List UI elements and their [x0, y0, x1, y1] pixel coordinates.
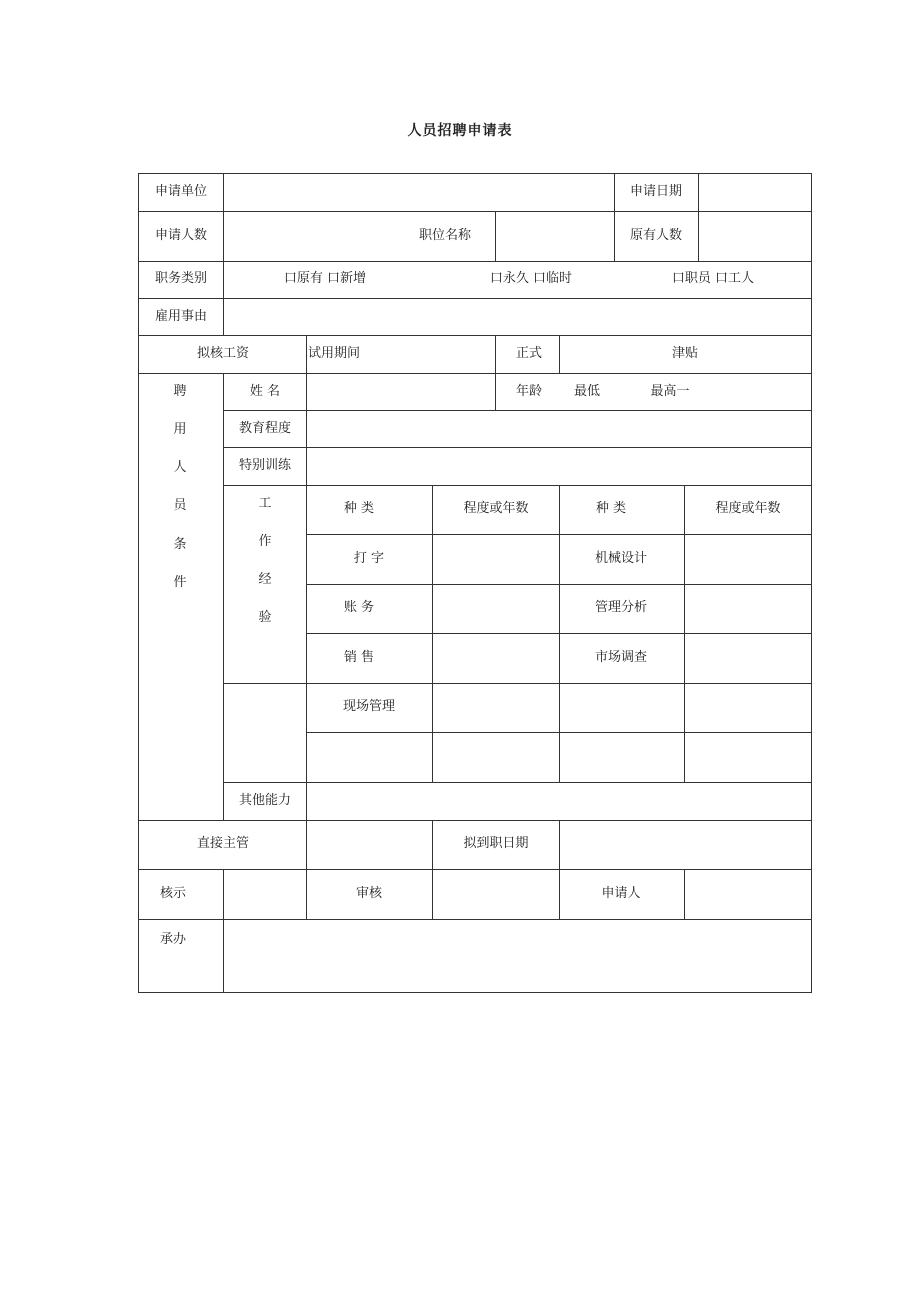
applicant-field[interactable] [685, 870, 810, 918]
special-training-label: 特别训练 [238, 458, 292, 473]
education-label: 教育程度 [238, 421, 292, 436]
checkbox-staff-worker[interactable]: 口职员 口工人 [671, 271, 755, 286]
position-name-field[interactable] [496, 212, 613, 260]
handler-label: 承办 [159, 932, 187, 947]
existing-count-label: 原有人数 [629, 228, 683, 243]
form-title: 人员招聘申请表 [407, 123, 513, 139]
side-label-char: 件 [173, 575, 187, 590]
applicant-label: 申请人 [601, 886, 641, 901]
exp-item-accounting: 账 务 [343, 600, 375, 615]
application-form-table [138, 173, 812, 993]
exp-item-sales: 销 售 [343, 650, 375, 665]
application-date-field[interactable] [699, 175, 809, 210]
work-side-char: 作 [258, 534, 272, 549]
direct-supervisor-field[interactable] [307, 821, 431, 868]
exp-item-market-research: 市场调查 [594, 650, 648, 665]
age-label: 年龄 [515, 384, 543, 399]
formal-label: 正式 [515, 346, 543, 361]
other-ability-label: 其他能力 [238, 793, 292, 808]
review-label: 审核 [355, 886, 383, 901]
work-side-char: 验 [258, 610, 272, 625]
side-label-char: 条 [173, 537, 187, 552]
age-max-label: 最高一 [650, 384, 690, 399]
other-ability-field[interactable] [307, 783, 810, 819]
checkbox-original-new[interactable]: 口原有 口新增 [283, 271, 367, 286]
exp-type-header: 种 类 [343, 501, 375, 516]
applicant-unit-label: 申请单位 [154, 184, 208, 199]
existing-count-field[interactable] [699, 212, 809, 260]
age-min-label: 最低 [573, 384, 601, 399]
approval-label: 核示 [159, 886, 187, 901]
checkbox-permanent-temporary[interactable]: 口永久 口临时 [489, 271, 573, 286]
exp-item-typing: 打 字 [353, 551, 385, 566]
exp-item-management-analysis: 管理分析 [594, 600, 648, 615]
exp-item-site-management: 现场管理 [342, 699, 396, 714]
side-label-char: 用 [173, 422, 187, 437]
job-category-label: 职务类别 [154, 271, 208, 286]
direct-supervisor-label: 直接主管 [196, 836, 250, 851]
side-label-char: 聘 [173, 384, 187, 399]
work-side-char: 经 [258, 572, 272, 587]
applicant-count-label: 申请人数 [154, 228, 208, 243]
exp-item-mechanical-design: 机械设计 [594, 551, 648, 566]
hiring-reason-field[interactable] [224, 299, 810, 334]
start-date-label: 拟到职日期 [463, 836, 529, 851]
trial-period-label: 试用期间 [308, 346, 361, 361]
start-date-field[interactable] [560, 821, 810, 868]
name-label: 姓 名 [249, 384, 281, 399]
exp-level-header: 程度或年数 [463, 501, 529, 516]
side-label-char: 员 [173, 498, 187, 513]
review-field[interactable] [433, 870, 558, 918]
side-label-char: 人 [173, 460, 187, 475]
handler-field[interactable] [224, 920, 810, 992]
work-side-char: 工 [258, 496, 272, 511]
hiring-reason-label: 雇用事由 [154, 309, 208, 324]
allowance-label: 津贴 [671, 346, 699, 361]
applicant-unit-field[interactable] [224, 175, 613, 210]
proposed-salary-label: 拟核工资 [196, 346, 250, 361]
name-field[interactable] [307, 374, 494, 409]
exp-level-header: 程度或年数 [715, 501, 781, 516]
education-field[interactable] [307, 411, 810, 446]
special-training-field[interactable] [307, 448, 810, 484]
position-name-label: 职位名称 [418, 228, 472, 243]
approval-field[interactable] [224, 870, 305, 918]
application-date-label: 申请日期 [629, 184, 683, 199]
exp-type-header: 种 类 [595, 501, 627, 516]
